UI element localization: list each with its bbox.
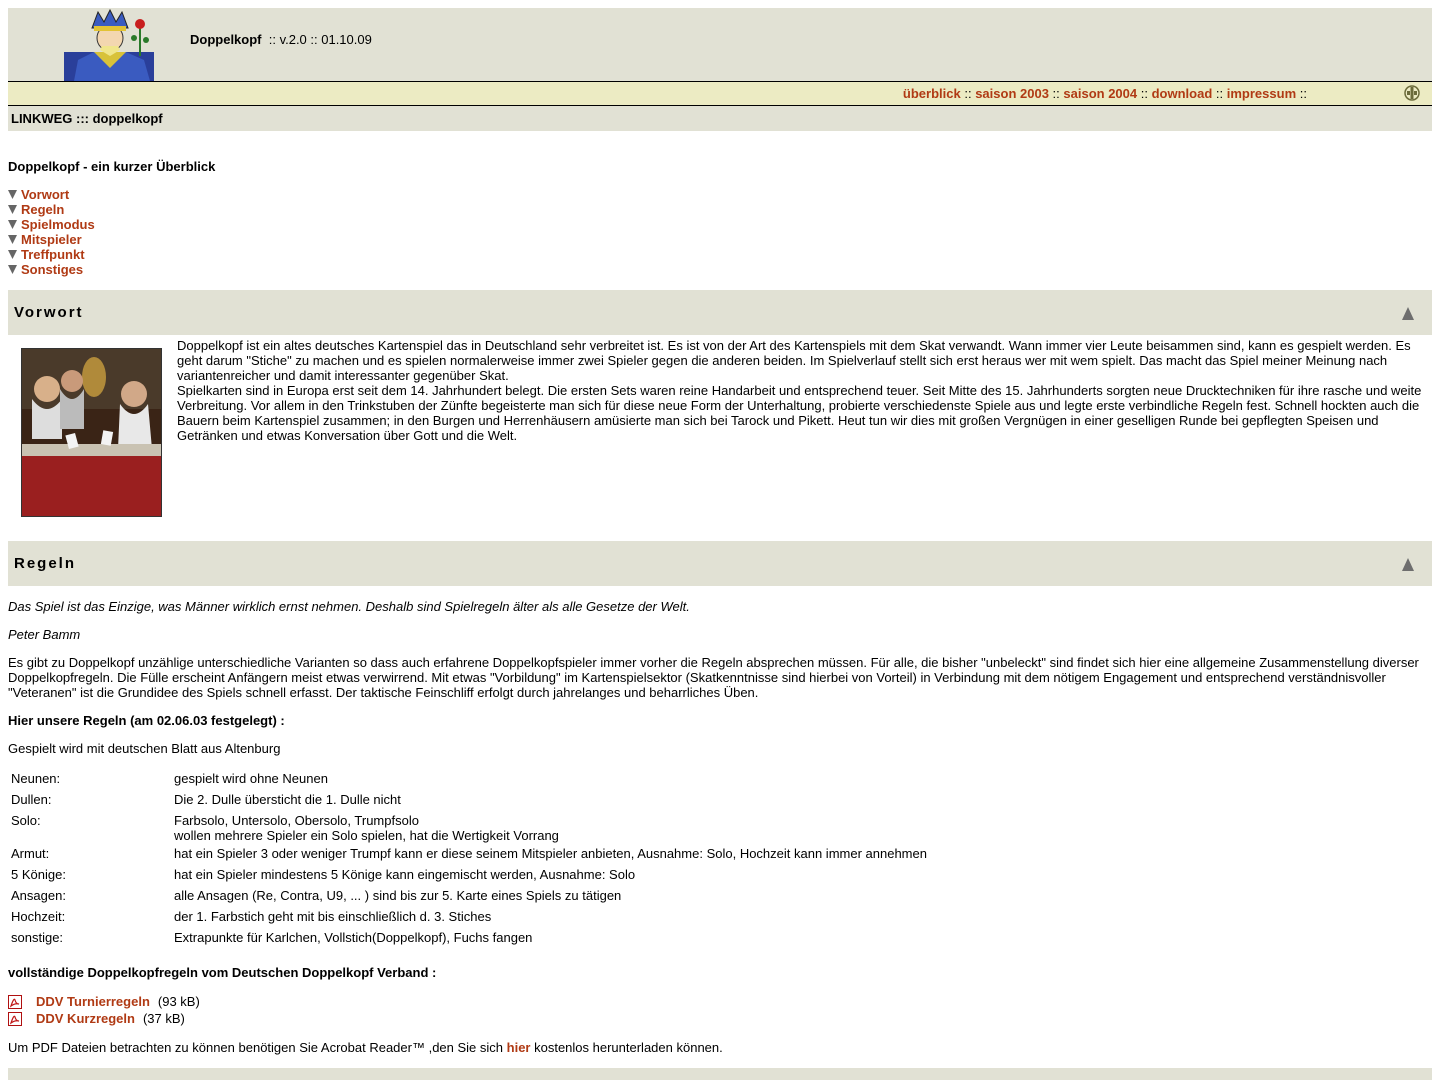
section-title-vorwort: Vorwort — [14, 304, 84, 321]
pdf-download-row — [8, 993, 200, 1010]
rules-table — [8, 768, 930, 951]
rule-value: Extrapunkte für Karlchen, Vollstich(Doppelkopf), Fuchs fangen — [174, 930, 533, 945]
vorwort-paragraph-2: Spielkarten sind in Europa erst seit dem 14. Jahrhundert belegt. Die ersten Sets waren reine Handarbeit und entsprechend teuer. Seit Mitte des 15. Jahrhunderts sorgten neue Drucktechniken für ihre rasche und weite Verbreitung. Vor allem in den Trinkstuben der Zünfte begeisterte man sich für diese neue Form der Unterhaltung, probierte verschiedenste Spiele aus und legte erste verbindliche Regeln fest. Schnell hockten auch die Bauern beim Kartenspiel zusammen; in den Burgen und Herrenhäusern amüsierte man sich bei Tarock und Pikett. Heut tun wir dies mit großen Vergnügen in einer geselligen Runde bei gepflegten Speisen und Getränken und etwas Konversation über Gott und die Welt. — [177, 383, 1422, 443]
home-emblem-icon[interactable] — [1404, 85, 1420, 101]
triangle-down-icon — [8, 205, 17, 214]
toc-item-treffpunkt — [8, 247, 95, 262]
table-row — [11, 888, 927, 906]
our-rules-heading: Hier unsere Regeln (am 02.06.03 festgelegt) : — [8, 713, 285, 728]
breadcrumb-text: LINKWEG ::: doppelkopf — [11, 111, 163, 126]
rule-value-line-2: wollen mehrere Spieler ein Solo spielen, hat die Wertigkeit Vorrang — [174, 828, 559, 843]
table-of-contents — [8, 187, 95, 277]
toc-link-regeln[interactable]: Regeln — [21, 202, 65, 217]
site-header — [8, 8, 1432, 82]
toc-link-mitspieler[interactable]: Mitspieler — [21, 232, 82, 247]
pdf-link-turnierregeln[interactable]: DDV Turnierregeln — [36, 994, 150, 1009]
rule-key: Armut: — [11, 846, 50, 861]
vorwort-text — [177, 338, 1427, 443]
app-name: Doppelkopf — [190, 32, 262, 47]
back-to-top-icon[interactable] — [1402, 307, 1414, 320]
toc-link-spielmodus[interactable]: Spielmodus — [21, 217, 95, 232]
toc-link-sonstiges[interactable]: Sonstiges — [21, 262, 84, 277]
nav-separator: :: — [1052, 86, 1060, 101]
acrobat-note-text-end: kostenlos herunterladen können. — [534, 1040, 723, 1055]
table-row — [11, 867, 927, 885]
nav-separator: :: — [1215, 86, 1224, 101]
doppelkopf-king-logo — [64, 8, 156, 81]
toc-link-treffpunkt[interactable]: Treffpunkt — [21, 247, 85, 262]
section-title-regeln: Regeln — [14, 555, 77, 572]
rule-key: sonstige: — [11, 930, 64, 945]
triangle-down-icon — [8, 220, 17, 229]
pdf-file-icon — [8, 995, 22, 1009]
triangle-down-icon — [8, 235, 17, 244]
triangle-down-icon — [8, 265, 17, 274]
app-version: :: v.2.0 :: 01.10.09 — [268, 32, 372, 47]
rule-key: 5 Könige: — [11, 867, 66, 882]
rule-value: hat ein Spieler mindestens 5 Könige kann eingemischt werden, Ausnahme: Solo — [174, 867, 636, 882]
pdf-download-row — [8, 1010, 185, 1027]
toc-item-spielmodus — [8, 217, 95, 232]
nav-link-ueberblick[interactable]: überblick — [902, 86, 961, 101]
rule-key: Solo: — [11, 813, 41, 828]
card-players-painting-image — [21, 348, 162, 517]
nav-link-saison-2004[interactable]: saison 2004 — [1063, 86, 1138, 101]
ddv-heading: vollständige Doppelkopfregeln vom Deutschen Doppelkopf Verband : — [8, 965, 437, 980]
nav-links — [903, 86, 1307, 101]
toc-item-vorwort — [8, 187, 95, 202]
intro-title: Doppelkopf - ein kurzer Überblick — [8, 159, 216, 174]
quote-author: Peter Bamm — [8, 627, 81, 642]
nav-separator: :: — [1299, 86, 1307, 101]
rule-key: Dullen: — [11, 792, 52, 807]
toc-item-mitspieler — [8, 232, 95, 247]
table-row — [11, 930, 927, 948]
table-row — [11, 909, 927, 927]
toc-item-regeln — [8, 202, 95, 217]
rule-key: Hochzeit: — [11, 909, 66, 924]
vorwort-paragraph-1: Doppelkopf ist ein altes deutsches Kartenspiel das in Deutschland sehr verbreitet ist. Es ist von der Art des Kartenspiels mit dem Skat verwandt. Wann immer vier Leute beisammen sind, kann es gespielt werden. Es geht darum "Stiche" zu machen und es spielen normalerweise immer zwei Spieler gegen die anderen beiden. Im Spielverlauf stellt sich erst heraus wer mit wem spielt. Das macht das Spiel meiner Meinung nach variantenreicher und damit interessanter gegenüber Skat. — [177, 338, 1411, 383]
rule-value: alle Ansagen (Re, Contra, U9, ... ) sind bis zur 5. Karte eines Spiels zu tätigen — [174, 888, 622, 903]
section-header-regeln — [8, 541, 1432, 586]
acrobat-note-text: Um PDF Dateien betrachten zu können benötigen Sie Acrobat Reader™ ,den Sie sich — [8, 1040, 504, 1055]
table-row — [11, 792, 927, 810]
rules-intro-text: Es gibt zu Doppelkopf unzählige unterschiedliche Varianten so dass auch erfahrene Doppelkopfspieler immer vorher die Regeln absprechen müssen. Für alle, die bisher "unbeleckt" sind findet sich hier eine allgemeine Zusammenstellung diverser Doppelkopfregeln. Die Fülle erscheint Anfängern meist etwas verwirrend. Mit etwas "Vorbildung" im Kartenspielsektor (Skatkenntnisse sind hierbei von Vorteil) in Verbindung mit dem nötigem Engagement und entsprechend verständnisvoller "Veteranen" ist die Grundidee des Spiels schnell erfasst. Der taktische Feinschliff erfolgt durch jahrelanges und beharrliches Üben. — [8, 655, 1419, 700]
table-row — [11, 771, 927, 789]
file-size: (37 kB) — [142, 1011, 185, 1026]
main-nav-bar — [8, 82, 1432, 106]
nav-separator: :: — [1140, 86, 1148, 101]
nav-separator: :: — [964, 86, 972, 101]
rule-value: gespielt wird ohne Neunen — [174, 771, 328, 786]
rule-key: Ansagen: — [11, 888, 66, 903]
pdf-link-kurzregeln[interactable]: DDV Kurzregeln — [36, 1011, 135, 1026]
back-to-top-icon[interactable] — [1402, 558, 1414, 571]
section-header-vorwort — [8, 290, 1432, 335]
table-row — [11, 813, 927, 843]
toc-link-vorwort[interactable]: Vorwort — [21, 187, 70, 202]
rule-value-multiline — [174, 813, 927, 843]
rule-value: Farbsolo, Untersolo, Obersolo, Trumpfsolo — [174, 813, 419, 828]
rules-quote: Das Spiel ist das Einzige, was Männer wirklich ernst nehmen. Deshalb sind Spielregeln älter als alle Gesetze der Welt. — [8, 599, 690, 614]
next-section-header — [8, 1068, 1432, 1080]
table-row — [11, 846, 927, 864]
triangle-down-icon — [8, 250, 17, 259]
nav-link-saison-2003[interactable]: saison 2003 — [975, 86, 1049, 101]
pdf-file-icon — [8, 1012, 22, 1026]
rule-value: Die 2. Dulle übersticht die 1. Dulle nicht — [174, 792, 401, 807]
toc-item-sonstiges — [8, 262, 95, 277]
nav-link-download[interactable]: download — [1151, 86, 1213, 101]
deck-info-text: Gespielt wird mit deutschen Blatt aus Altenburg — [8, 741, 281, 756]
rule-value: der 1. Farbstich geht mit bis einschließlich d. 3. Stiches — [174, 909, 492, 924]
nav-link-impressum[interactable]: impressum — [1226, 86, 1297, 101]
app-title — [190, 32, 372, 47]
triangle-down-icon — [8, 190, 17, 199]
acrobat-download-link[interactable]: hier — [506, 1040, 531, 1055]
file-size: (93 kB) — [157, 994, 200, 1009]
acrobat-note — [8, 1040, 1432, 1055]
breadcrumb — [8, 106, 1432, 131]
rule-value: hat ein Spieler 3 oder weniger Trumpf kann er diese seinem Mitspieler anbieten, Ausnahme: Solo, Hochzeit kann immer annehmen — [174, 846, 927, 861]
rule-key: Neunen: — [11, 771, 61, 786]
